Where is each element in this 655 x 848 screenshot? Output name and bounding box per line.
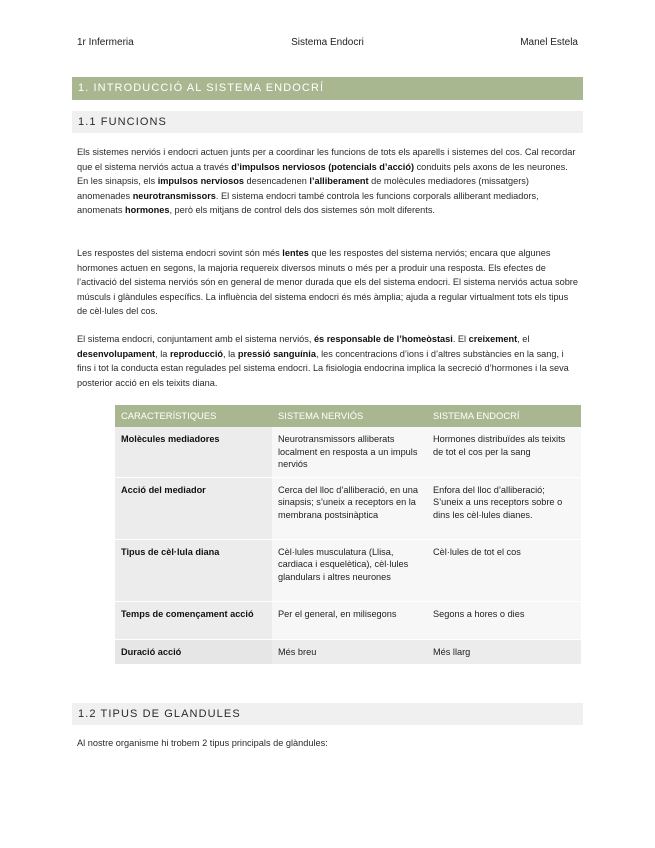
- table-cell: Més breu: [272, 639, 427, 665]
- page-header: [77, 37, 578, 51]
- table-header-cell: SISTEMA ENDOCRÍ: [427, 405, 581, 427]
- subsection-heading-funcions: 1.1 FUNCIONS: [72, 111, 583, 133]
- table-header-row: [115, 405, 581, 427]
- table-row: [115, 601, 581, 639]
- header-subject: Sistema Endocri: [291, 37, 364, 48]
- section-heading-introduccio: 1. INTRODUCCIÓ AL SISTEMA ENDOCRÍ: [72, 77, 583, 100]
- table-cell: Neurotransmissors alliberats localment en resposta a un impuls nerviós: [272, 427, 427, 477]
- table-cell: Molècules mediadores: [115, 427, 272, 477]
- paragraph-2: Les respostes del sistema endocri sovint són més lentes que les respostes del sistema nerviós; encara que algunes hormones actuen en segons, la majoria requereix diversos minuts o més per a produir una resposta. Els efectes de l’activació del sistema nerviós són en general de menor durada que els del sistema endocri. El sistema nerviós actua sobre músculs i glàndules específics. La influència del sistema endocri és més àmplia; ajuda a regular virtualment tots els tipus de cèl·lules del cos.: [77, 248, 578, 316]
- table-header-cell: SISTEMA NERVIÓS: [272, 405, 427, 427]
- table-cell: Tipus de cèl·lula diana: [115, 539, 272, 601]
- table-cell: Hormones distribuïdes als teixits de tot el cos per la sang: [427, 427, 581, 477]
- table-cell: Més llarg: [427, 639, 581, 665]
- table-cell: Per el general, en milisegons: [272, 601, 427, 639]
- table-cell: Temps de començament acció: [115, 601, 272, 639]
- paragraph-1: Els sistemes nerviós i endocri actuen junts per a coordinar les funcions de tots els aparells i sistemes del cos. Cal recordar que el sistema nerviós actua a través d’impulsos nerviosos (potencials d’acció) conduits pels axons de les neurones. En les sinapsis, els impulsos nerviosos desencadenen l’alliberament de molècules mediadores (missatgers) anomenades neurotransmissors. El sistema endocri també controla les funcions corporals alliberant mediadors, anomenats hormones, però els mitjans de control dels dos sistemes són molt diferents.: [77, 147, 576, 215]
- subsection-heading-tipus-glandules: 1.2 TIPUS DE GLANDULES: [72, 703, 583, 725]
- table-row: [115, 539, 581, 601]
- table-header-cell: CARACTERÍSTIQUES: [115, 405, 272, 427]
- header-author: Manel Estela: [520, 37, 578, 48]
- paragraph-3: El sistema endocri, conjuntament amb el sistema nerviós, és responsable de l’homeòstasi. El creixement, el desenvolupament, la reproducció, la pressió sanguínia, les concentracions d’ions i d’altres substàncies en la sang, i fins i tot la conducta estan regulades pel sistema endocri. La fisiologia endocrina implica la secreció d’hormones i la seva posterior acció en els teixits diana.: [77, 334, 569, 388]
- table-cell: Segons a hores o dies: [427, 601, 581, 639]
- table-cell: Duració acció: [115, 639, 272, 665]
- header-course: 1r Infermeria: [77, 37, 134, 48]
- table-cell: Cerca del lloc d’alliberació, en una sinapsis; s’uneix a receptors en la membrana postsinàptica: [272, 477, 427, 539]
- comparison-table: [115, 405, 581, 665]
- table-cell: Acció del mediador: [115, 477, 272, 539]
- table-row: [115, 639, 581, 665]
- table-cell: Cèl·lules musculatura (Llisa, cardiaca i esquelètica), cèl·lules glandulars i altres neurones: [272, 539, 427, 601]
- table-cell: Enfora del lloc d’alliberació; S’uneix a uns receptors sobre o dins les cèl·lules dianes.: [427, 477, 581, 539]
- table-row: [115, 477, 581, 539]
- paragraph-4: Al nostre organisme hi trobem 2 tipus principals de glàndules:: [77, 738, 328, 748]
- table-row: [115, 427, 581, 477]
- table-cell: Cèl·lules de tot el cos: [427, 539, 581, 601]
